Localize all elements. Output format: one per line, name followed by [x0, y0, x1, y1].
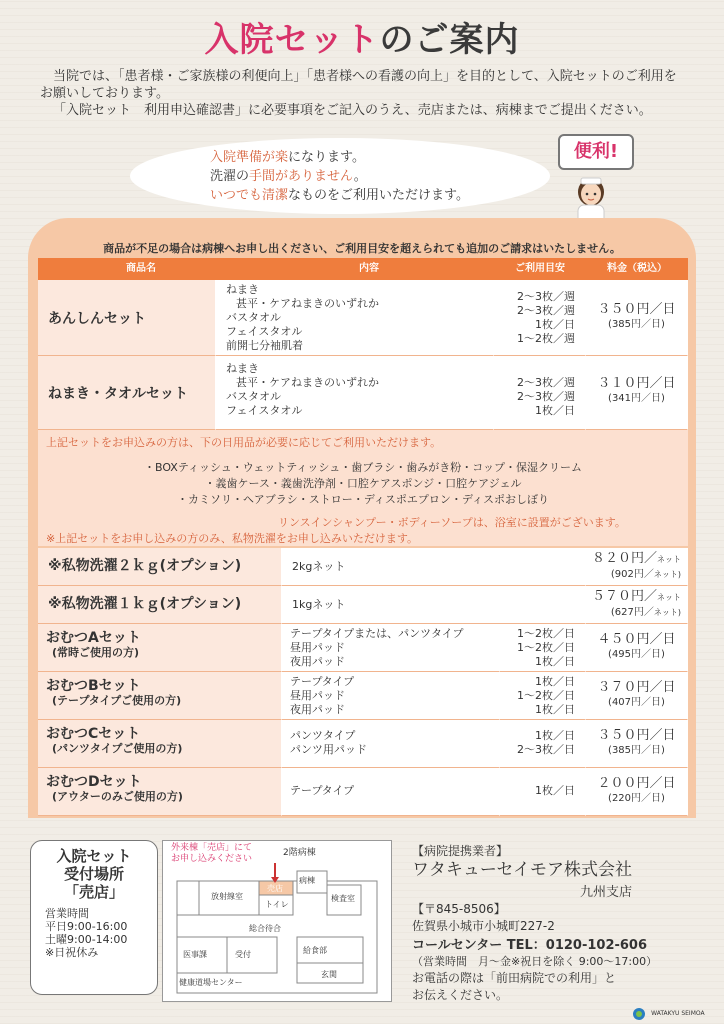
laundry-price: ８２０円／ネット (902円／ネット)	[586, 548, 688, 586]
set-name: あんしんセット	[48, 311, 146, 327]
set-usage: 2～3枚／週 2～3枚／週 1枚／日 1～2枚／週	[494, 280, 586, 356]
floor-map	[162, 840, 392, 1002]
set-row-nemaki	[38, 356, 216, 430]
header-usage: ご利用目安	[494, 258, 586, 280]
diaper-content: テープタイプ	[282, 768, 500, 816]
diaper-content: パンツタイプ パンツ用パッド	[282, 720, 500, 768]
benefit-1: 入院準備が楽になります。	[210, 150, 365, 165]
company-logo: WATAKYU SEIMOA	[632, 1003, 705, 1022]
laundry-content: 1kgネット	[282, 586, 586, 624]
header-content: 内容	[244, 258, 494, 280]
shop-info-box	[30, 840, 158, 995]
diaper-usage: 1枚／日 1～2枚／日 1枚／日	[500, 672, 586, 720]
map-label-ward2: 2階病棟	[283, 848, 316, 858]
set-price: ３５０円／日 (385円／日)	[586, 280, 688, 356]
map-label-entrance: 玄関	[321, 970, 337, 979]
map-label-reception: 総合待合	[249, 924, 281, 933]
shop-hours: 営業時間 平日9:00-16:00 土曜9:00-14:00 ※日祝休み	[45, 907, 128, 959]
page-title: 入院セットのご案内	[204, 20, 520, 60]
laundry-content: 2kgネット	[282, 548, 586, 586]
intro-paragraph-1: 当院では、「患者様・ご家族様の利便向上」「患者様への看護の向上」を目的として、入院セットのご利用をお願いしております。	[40, 69, 677, 101]
diaper-content: テープタイプまたは、パンツタイプ 昼用パッド 夜用パッド	[282, 624, 500, 672]
diaper-price: ３７０円／日 (407円／日)	[586, 672, 688, 720]
benefit-3: いつでも清潔なものをご利用いただけます。	[210, 188, 469, 203]
diaper-d-row: おむつDセット (アウターのみご使用の方)	[38, 768, 282, 816]
set-usage: 2～3枚／週 2～3枚／週 1枚／日	[494, 356, 586, 430]
daily-goods-note: 上記セットをお申込みの方は、下の日用品が必要に応じてご利用いただけます。 ・BOXティッシュ・ウェットティッシュ・歯ブラシ・歯みがき粉・コップ・保湿クリーム ・義歯ケース・義歯洗浄剤・口腔ケアスポンジ・口腔ケアジェル ・カミソリ・ヘアブラシ・ストロー・ディスポエプロン・ディスポおしぼり リンスインシャンプー・ボディーソープは、浴室に設置がございます。 ※上記セットをお申し込みの方のみ、私物洗濯をお申し込みいただけます。	[38, 430, 688, 546]
laundry-2kg-row: ※私物洗濯２ｋｇ(オプション)	[38, 548, 282, 586]
set-price: ３１０円／日 (341円／日)	[586, 356, 688, 430]
phone-number[interactable]: 0120-102-606	[545, 938, 648, 953]
logo-mark-icon	[632, 1007, 646, 1021]
diaper-price: ２００円／日 (220円／日)	[586, 768, 688, 816]
map-label-ward: 病棟	[299, 876, 315, 885]
intro-text	[40, 68, 680, 119]
set-content: ねまき 甚平・ケアねまきのいずれか バスタオル フェイスタオル	[216, 356, 494, 430]
diaper-b-row: おむつBセット (テープタイプご使用の方)	[38, 672, 282, 720]
set-row-anshin	[38, 280, 216, 356]
intro-paragraph-2: 「入院セット 利用申込確認書」に必要事項をご記入のうえ、売店または、病棟までご提出ください。	[53, 103, 652, 118]
shop-title: 入院セット 受付場所 「売店」	[56, 847, 132, 901]
map-label-center: 健康道場センター	[179, 978, 243, 987]
map-callout: 外来棟「売店」にて お申し込みください	[171, 843, 253, 864]
partner-info: 【病院提携業者】 ワタキューセイモア株式会社 九州支店 【〒845-8506】 佐賀県小城市小城町227-2 コールセンター TEL：0120-102-606 （営業時間 月～金※祝日を除く 9:00～17:00） お電話の際は「前田病院での利用」と お伝えください。	[412, 842, 702, 1003]
shortage-notice: 商品が不足の場合は病棟へお申し出ください、ご利用目安を超えられても追加のご請求はいたしません。	[103, 242, 621, 255]
daily-goods-list: ・BOXティッシュ・ウェットティッシュ・歯ブラシ・歯みがき粉・コップ・保湿クリーム ・義歯ケース・義歯洗浄剤・口腔ケアスポンジ・口腔ケアジェル ・カミソリ・ヘアブラシ・ストロー・ディスポエプロン・ディスポおしぼり	[144, 461, 582, 506]
diaper-content: テープタイプ 昼用パッド 夜用パッド	[282, 672, 500, 720]
header-price: 料金（税込）	[586, 258, 688, 280]
diaper-a-row: おむつAセット (常時ご使用の方)	[38, 624, 282, 672]
diaper-price: ３５０円／日 (385円／日)	[586, 720, 688, 768]
convenient-badge: 便利!	[558, 134, 634, 170]
laundry-1kg-row: ※私物洗濯１ｋｇ(オプション)	[38, 586, 282, 624]
map-label-room: 医事課	[183, 950, 207, 959]
diaper-usage: 1～2枚／日 1～2枚／日 1枚／日	[500, 624, 586, 672]
laundry-price: ５７０円／ネット (627円／ネット)	[586, 586, 688, 624]
map-label-shop: 売店	[267, 884, 283, 893]
set-name: ねまき・タオルセット	[48, 386, 188, 402]
map-label-xray: 放射線室	[211, 892, 243, 901]
company-name: ワタキューセイモア株式会社	[412, 860, 632, 880]
diaper-usage: 1枚／日	[500, 768, 586, 816]
diaper-usage: 1枚／日 2～3枚／日	[500, 720, 586, 768]
set-content: ねまき 甚平・ケアねまきのいずれか バスタオル フェイスタオル 前開七分袖肌着	[216, 280, 494, 356]
map-label-exam: 検査室	[331, 894, 355, 903]
benefits-list	[210, 148, 469, 205]
diaper-price: ４５０円／日 (495円／日)	[586, 624, 688, 672]
map-label-kitchen: 給食部	[303, 946, 327, 955]
benefit-2: 洗濯の手間がありません。	[210, 169, 367, 184]
diaper-c-row: おむつCセット (パンツタイプご使用の方)	[38, 720, 282, 768]
map-label-toilet: トイレ	[265, 900, 289, 909]
call-center: コールセンター TEL：0120-102-606	[412, 938, 648, 953]
map-label-uketsuke: 受付	[235, 950, 251, 959]
header-name: 商品名	[38, 258, 244, 280]
